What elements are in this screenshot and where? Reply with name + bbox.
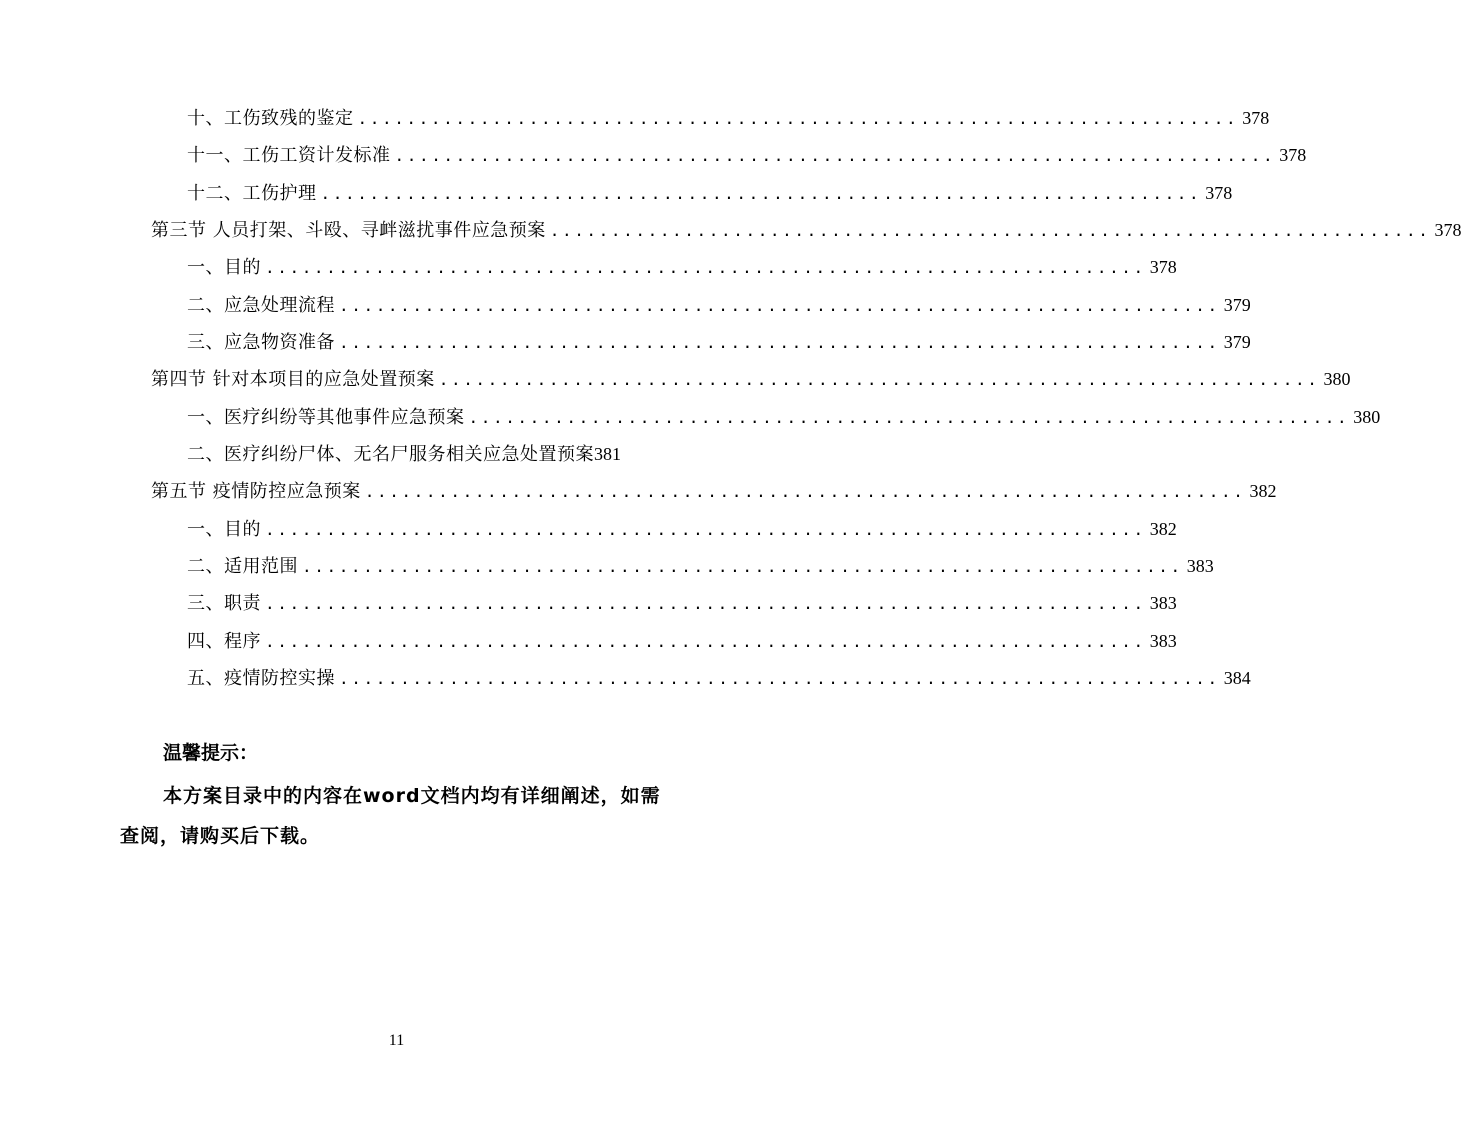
toc-leader-dots: ........................................................................ xyxy=(339,333,1220,352)
toc-entry-section[interactable] xyxy=(151,473,1277,510)
toc-leader-dots: ........................................................................ xyxy=(339,296,1220,315)
notice-heading: 温馨提示： xyxy=(163,742,259,764)
toc-leader-dots: ........................................................................ xyxy=(438,370,1320,389)
toc-entry-title: 第四节 针对本项目的应急处置预案 xyxy=(151,369,435,390)
page-number: 11 xyxy=(388,1032,405,1049)
toc-entry-page: 384 xyxy=(1223,668,1251,688)
toc-entry[interactable] xyxy=(187,585,1177,622)
toc-entry[interactable] xyxy=(187,399,1381,436)
toc-entry-page: 383 xyxy=(1149,631,1177,651)
toc-entry-title: 第三节 人员打架、斗殴、寻衅滋扰事件应急预案 xyxy=(151,220,546,241)
toc-entry-page: 378 xyxy=(1149,257,1177,277)
toc-entry-page: 383 xyxy=(1149,593,1177,613)
toc-entry-title: 五、疫情防控实操 xyxy=(187,668,335,689)
toc-entry-title: 三、应急物资准备 xyxy=(187,332,335,353)
toc-entry-page: 378 xyxy=(1279,145,1307,165)
toc-entry-page: 379 xyxy=(1223,295,1251,315)
toc-leader-dots: ........................................................................ xyxy=(302,557,1183,576)
toc-entry-title: 三、职责 xyxy=(187,593,261,614)
toc-entry-section[interactable] xyxy=(151,361,1351,398)
toc-leader-dots: ........................................................................ xyxy=(265,258,1146,277)
toc-entry-page: 380 xyxy=(1323,369,1351,389)
toc-leader-dots: ........................................................................ xyxy=(468,408,1350,427)
toc-leader-dots: ........................................................................ xyxy=(265,520,1146,539)
toc-entry[interactable] xyxy=(187,324,1251,361)
notice-body: 本方案目录中的内容在word文档内均有详细阐述，如需查阅，请购买后下载。 xyxy=(120,785,661,847)
toc-entry[interactable] xyxy=(187,436,675,473)
toc-entry-title: 二、医疗纠纷尸体、无名尸服务相关应急处置预案 xyxy=(187,444,594,465)
toc-entry-page: 383 xyxy=(1186,556,1214,576)
toc-entry[interactable] xyxy=(187,548,1214,585)
toc-leader-dots: ........................................................................ xyxy=(265,632,1146,651)
toc-entry[interactable] xyxy=(187,623,1177,660)
toc-entry-page: 382 xyxy=(1249,481,1277,501)
toc-entry-title: 二、应急处理流程 xyxy=(187,295,335,316)
toc-entry[interactable] xyxy=(187,100,1270,137)
toc-leader-dots: ........................................................................ xyxy=(265,594,1146,613)
toc-entry-page: 378 xyxy=(1205,183,1233,203)
toc-leader-dots: ........................................................................ xyxy=(357,109,1239,128)
toc-entry[interactable] xyxy=(187,137,1307,174)
toc-entry-title: 十一、工伤工资计发标准 xyxy=(187,145,391,166)
toc-entry-title: 一、目的 xyxy=(187,257,261,278)
toc-leader-dots: ........................................................................ xyxy=(394,146,1276,165)
toc-entry-page: 380 xyxy=(1353,407,1381,427)
toc-entry-title: 十、工伤致残的鉴定 xyxy=(187,108,354,129)
toc-entry-page: 382 xyxy=(1149,519,1177,539)
toc-entry[interactable] xyxy=(187,660,1251,697)
toc-leader-dots: ........................................................................ xyxy=(339,669,1220,688)
toc-entry-title: 第五节 疫情防控应急预案 xyxy=(151,481,361,502)
toc-entry-page: 381 xyxy=(594,444,621,464)
toc-entry-section[interactable] xyxy=(151,212,1462,249)
toc-entry-title: 十二、工伤护理 xyxy=(187,183,317,204)
toc-leader-dots: ........................................................................ xyxy=(364,482,1246,501)
toc-leader-dots: ........................................................................ xyxy=(549,221,1431,240)
toc-entry-title: 四、程序 xyxy=(187,631,261,652)
toc-entry-title: 一、医疗纠纷等其他事件应急预案 xyxy=(187,407,465,428)
toc-entry[interactable] xyxy=(187,249,1177,286)
toc-entry-title: 二、适用范围 xyxy=(187,556,298,577)
toc-entry[interactable] xyxy=(187,287,1251,324)
toc-entry-title: 一、目的 xyxy=(187,519,261,540)
toc-entry-page: 378 xyxy=(1434,220,1462,240)
toc-entry-page: 379 xyxy=(1223,332,1251,352)
toc-entry[interactable] xyxy=(187,175,1233,212)
toc-entry-page: 378 xyxy=(1242,108,1270,128)
toc-entry[interactable] xyxy=(187,511,1177,548)
toc-leader-dots: ........................................................................ xyxy=(320,184,1202,203)
